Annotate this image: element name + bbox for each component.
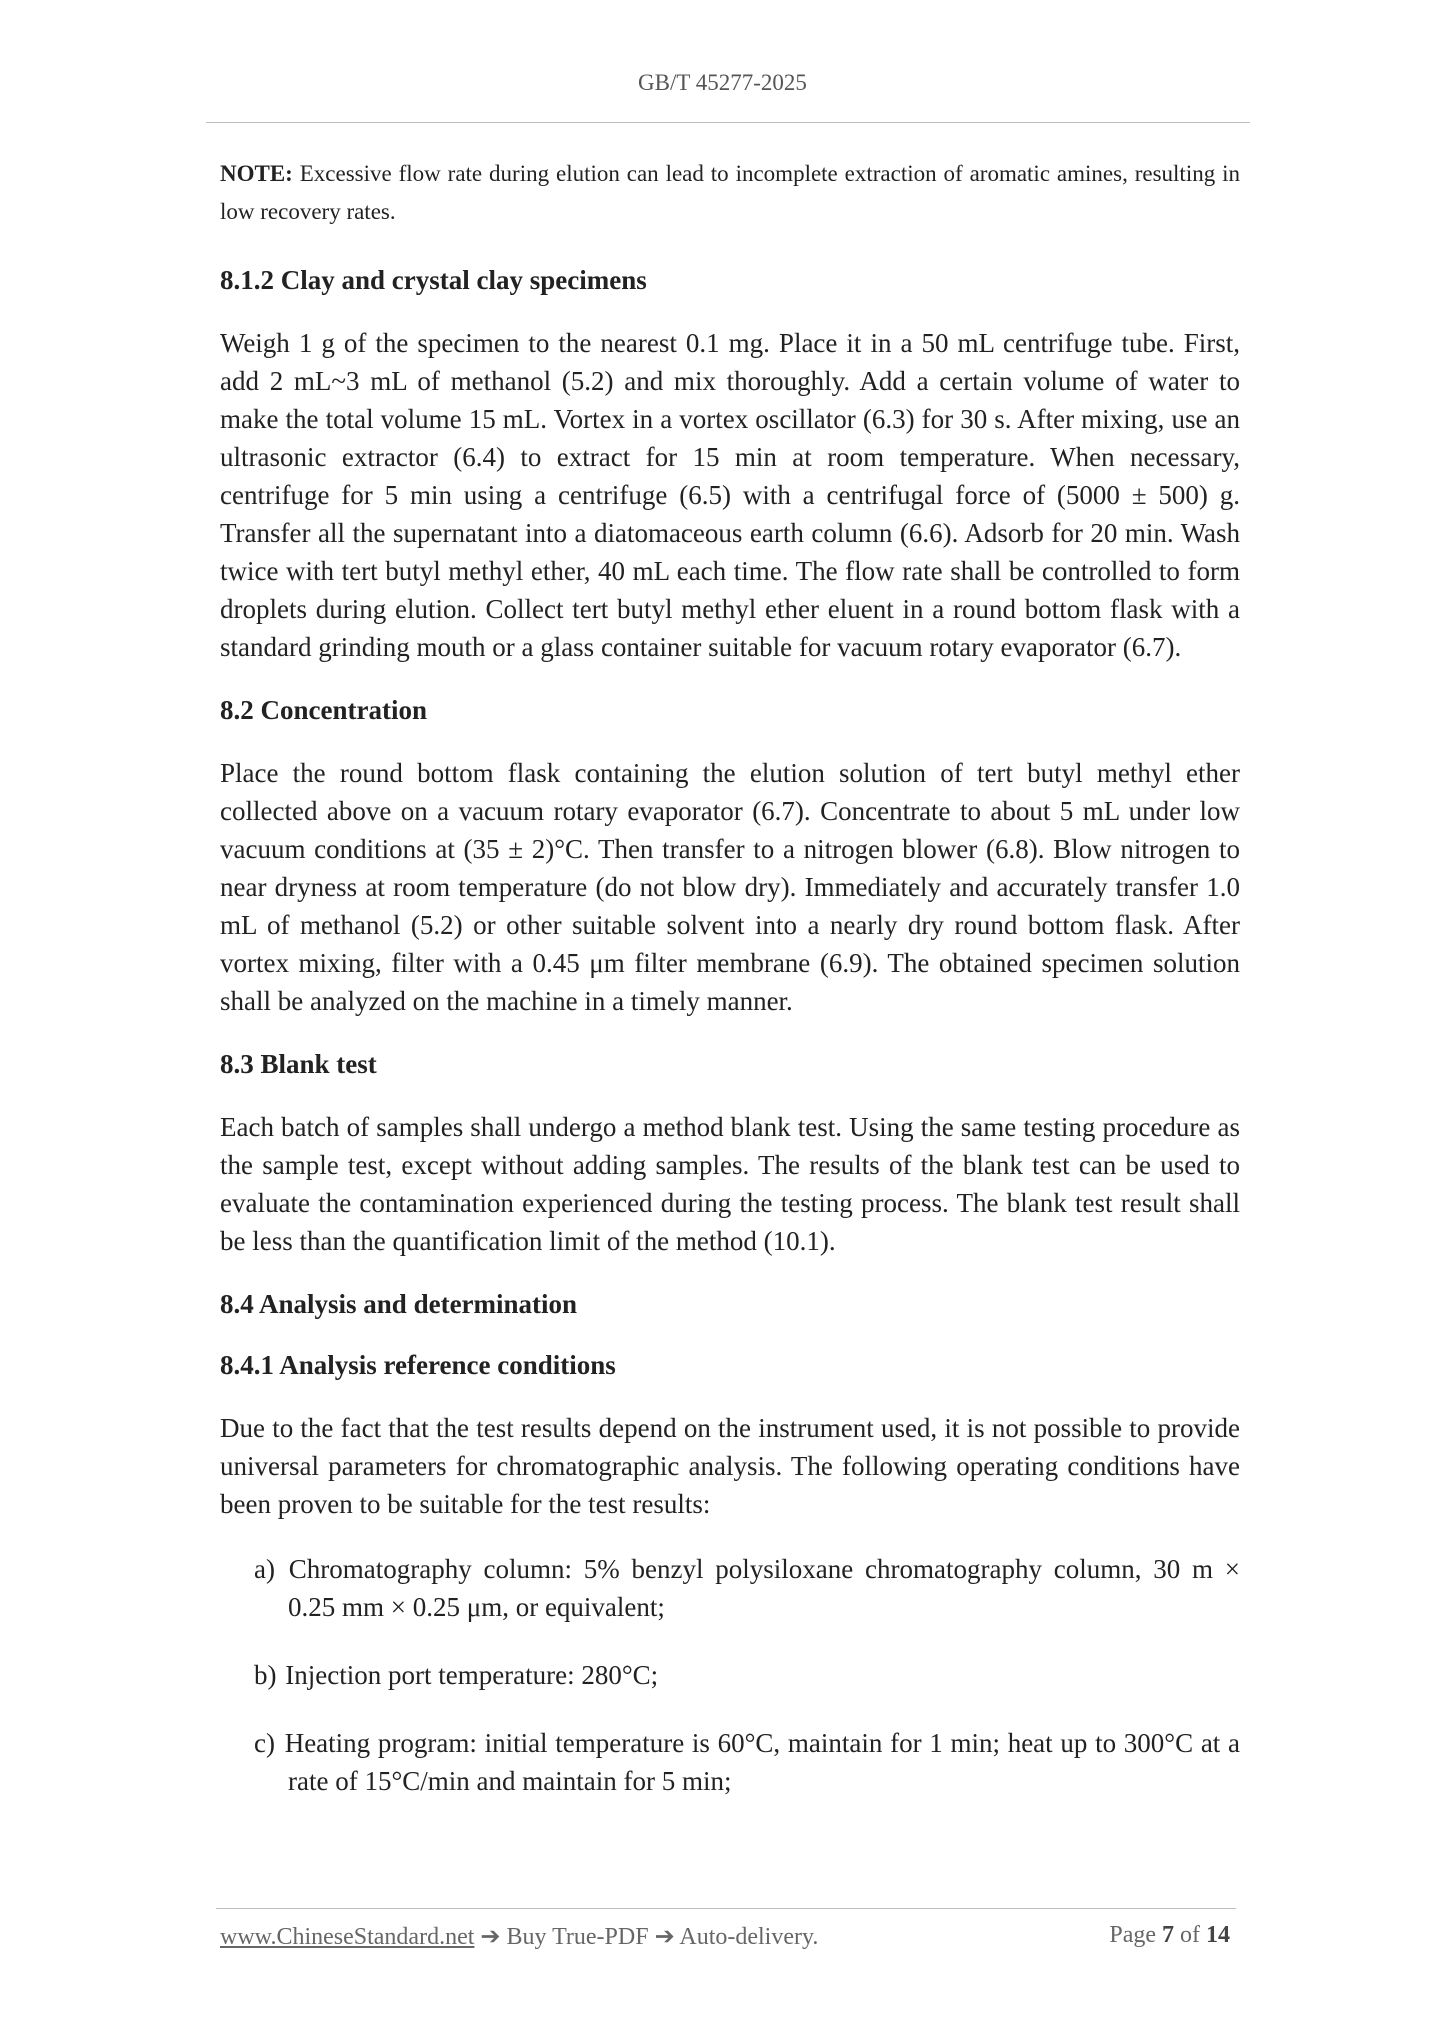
note-label: NOTE:	[220, 161, 293, 186]
section-heading-8-2: 8.2 Concentration	[220, 695, 427, 725]
page-current: 7	[1162, 1922, 1174, 1948]
list-item-text: Injection port temperature: 280°C;	[285, 1660, 659, 1690]
page-label: Page	[1109, 1922, 1156, 1948]
list-item-text: Chromatography column: 5% benzyl polysiloxane chromatography column, 30 m × 0.25 mm × 0.25 μm, or equivalent;	[288, 1554, 1241, 1622]
arrow-right-icon: ➔	[654, 1924, 675, 1950]
buy-pdf-text: Buy True-PDF	[506, 1924, 649, 1950]
list-item	[254, 1550, 1240, 1626]
list-marker: a)	[254, 1554, 275, 1584]
page-total: 14	[1206, 1922, 1230, 1948]
note-paragraph	[220, 155, 1240, 231]
section-heading-8-4-1: 8.4.1 Analysis reference conditions	[220, 1350, 616, 1380]
header-divider	[206, 122, 1250, 123]
website-link[interactable]: www.ChineseStandard.net	[220, 1924, 475, 1950]
page-number	[1109, 1922, 1230, 1949]
list-marker: c)	[254, 1728, 275, 1758]
page-of: of	[1180, 1922, 1200, 1948]
list-marker: b)	[254, 1660, 277, 1690]
arrow-right-icon: ➔	[480, 1924, 501, 1950]
list-item-text: Heating program: initial temperature is 60°C, maintain for 1 min; heat up to 300°C at a rate of 15°C/min and maintain for 5 min;	[284, 1728, 1241, 1796]
section-text-8-1-2: Weigh 1 g of the specimen to the nearest 0.1 mg. Place it in a 50 mL centrifuge tube. First, add 2 mL~3 mL of methanol (5.2) and mix thoroughly. Add a certain volume of water to make the total volume 15 mL. Vortex in a vortex oscillator (6.3) for 30 s. After mixing, use an ultrasonic extractor (6.4) to extract for 15 min at room temperature. When necessary, centrifuge for 5 min using a centrifuge (6.5) with a centrifugal force of (5000 ± 500) g. Transfer all the supernatant into a diatomaceous earth column (6.6). Adsorb for 20 min. Wash twice with tert butyl methyl ether, 40 mL each time. The flow rate shall be controlled to form droplets during elution. Collect tert butyl methyl ether eluent in a round bottom flask with a standard grinding mouth or a glass container suitable for vacuum rotary evaporator (6.7).	[220, 328, 1240, 662]
note-text: Excessive flow rate during elution can lead to incomplete extraction of aromatic amines, resulting in low recovery rates.	[220, 161, 1241, 224]
section-text-8-2: Place the round bottom flask containing the elution solution of tert butyl methyl ether collected above on a vacuum rotary evaporator (6.7). Concentrate to about 5 mL under low vacuum conditions at (35 ± 2)°C. Then transfer to a nitrogen blower (6.8). Blow nitrogen to near dryness at room temperature (do not blow dry). Immediately and accurately transfer 1.0 mL of methanol (5.2) or other suitable solvent into a nearly dry round bottom flask. After vortex mixing, filter with a 0.45 μm filter membrane (6.9). The obtained specimen solution shall be analyzed on the machine in a timely manner.	[220, 758, 1240, 1016]
auto-delivery-text: Auto-delivery.	[679, 1924, 819, 1950]
section-heading-8-3: 8.3 Blank test	[220, 1049, 377, 1079]
section-heading-8-1-2: 8.1.2 Clay and crystal clay specimens	[220, 265, 647, 295]
section-heading-8-4: 8.4 Analysis and determination	[220, 1289, 578, 1319]
section-text-8-4-1: Due to the fact that the test results depend on the instrument used, it is not possible to provide universal parameters for chromatographic analysis. The following operating conditions have been proven to be suitable for the test results:	[220, 1413, 1240, 1519]
page-footer	[220, 1922, 1230, 1951]
list-item	[254, 1724, 1240, 1800]
document-body	[220, 155, 1240, 1830]
list-item	[254, 1656, 1240, 1694]
document-code: GB/T 45277-2025	[638, 70, 807, 95]
section-text-8-3: Each batch of samples shall undergo a method blank test. Using the same testing procedure as the sample test, except without adding samples. The results of the blank test can be used to evaluate the contamination experienced during the testing process. The blank test result shall be less than the quantification limit of the method (10.1).	[220, 1112, 1240, 1256]
footer-divider	[216, 1908, 1236, 1909]
page-header	[0, 70, 1445, 96]
